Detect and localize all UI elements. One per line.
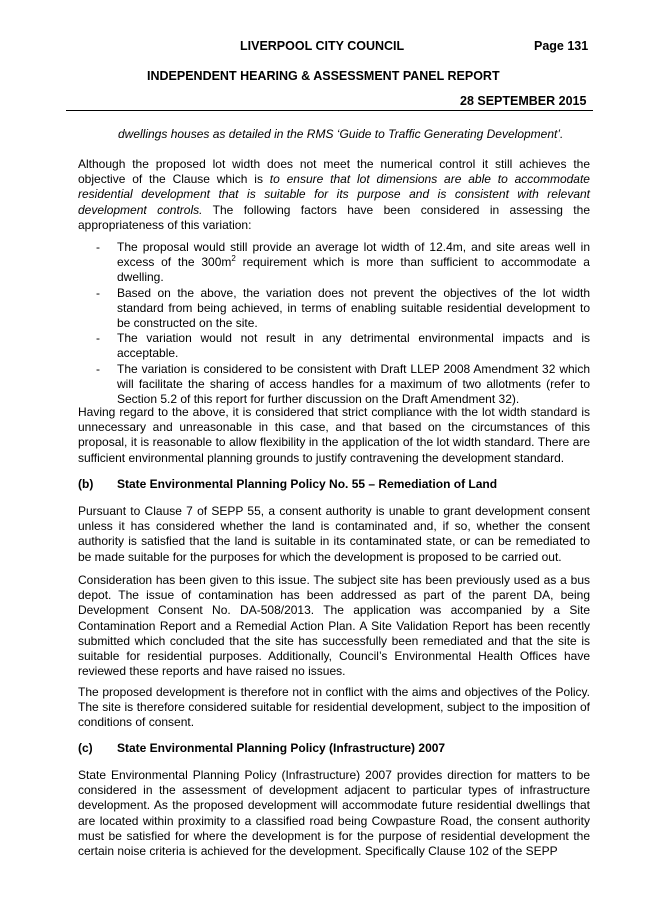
section-heading-c bbox=[78, 741, 590, 756]
section-heading-b bbox=[78, 477, 590, 492]
bullet-dash: - bbox=[96, 240, 100, 254]
header-council: LIVERPOOL CITY COUNCIL bbox=[240, 39, 405, 53]
para1-tail: The following factors have been considered in assessing the appropriateness of this variation: bbox=[78, 202, 590, 232]
list-item bbox=[78, 286, 590, 332]
section-b-label: (b) bbox=[78, 477, 94, 491]
section-c-title: State Environmental Planning Policy (Infrastructure) 2007 bbox=[117, 741, 446, 755]
section-c-label: (c) bbox=[78, 741, 93, 755]
variation-factors-list bbox=[78, 240, 590, 407]
paragraph-contamination: Consideration has been given to this issue. The subject site has been previously used as a bus depot. The issue of contamination has been addressed as part of the parent DA, being Development Consent No. DA-508/2013. The application was accompanied by a Site Contamination Report and a Remedial Action Plan. A Site Validation Report has been recently submitted which concluded that the site has successfully been remediated and that the site is suitable for residential purposes. Additionally, Council’s Environmental Health Offices have reviewed these reports and have raised no issues. bbox=[78, 573, 590, 679]
header-date: 28 SEPTEMBER 2015 bbox=[460, 94, 587, 108]
intro-quote bbox=[118, 127, 590, 142]
bullet-1-tail: requirement which is more than sufficient to accommodate a dwelling. bbox=[117, 255, 590, 285]
bullet-3-text: The variation would not result in any detrimental environmental impacts and is acceptable. bbox=[117, 331, 590, 361]
header-page-number: Page 131 bbox=[534, 39, 589, 53]
bullet-4-text: The variation is considered to be consistent with Draft LLEP 2008 Amendment 32 which will facilitate the sharing of access handles for a maximum of two allotments (refer to Section 5.2 of this report for further discussion on the Draft Amendment 32). bbox=[117, 361, 590, 407]
bullet-2-text: Based on the above, the variation does not prevent the objectives of the lot width standard from being achieved, in terms of enabling suitable residential development to be constructed on the site. bbox=[117, 285, 590, 331]
intro-quote-text: dwellings houses as detailed in the RMS ‘Guide to Traffic Generating Development’. bbox=[118, 127, 564, 141]
paragraph-lot-width bbox=[78, 157, 590, 233]
paragraph-infrastructure: State Environmental Planning Policy (Infrastructure) 2007 provides direction for matters to be considered in the assessment of development adjacent to particular types of infrastructure development. As the proposed development will accommodate future residential dwellings that are located within proximity to a classified road being Cowpasture Road, the consent authority must be satisfied for where the development is for the purpose of residential development the certain noise criteria is achieved for the development. Specifically Clause 102 of the SEPP bbox=[78, 768, 590, 859]
paragraph-compliance: Having regard to the above, it is considered that strict compliance with the lot width standard is unnecessary and unreasonable in this case, and that based on the circumstances of this proposal, it is reasonable to allow flexibility in the application of the lot width standard. There are sufficient environmental planning grounds to justify contravening the development standard. bbox=[78, 405, 590, 465]
header-rule bbox=[66, 110, 593, 111]
para1-objective: to ensure that lot dimensions are able to accommodate residential development that is suitable for its purpose and is consistent with relevant development controls. bbox=[78, 172, 590, 217]
list-item bbox=[78, 240, 590, 286]
bullet-dash: - bbox=[96, 331, 100, 346]
bullet-1-text: The proposal would still provide an average lot width of 12.4m, and site areas well in excess of the 300m bbox=[117, 240, 590, 270]
bullet-1-superscript: 2 bbox=[231, 254, 236, 264]
bullet-dash: - bbox=[96, 285, 100, 300]
bullet-dash: - bbox=[96, 361, 100, 376]
paragraph-conclusion: The proposed development is therefore not in conflict with the aims and objectives of the Policy. The site is therefore considered suitable for residential development, subject to the imposition of conditions of consent. bbox=[78, 685, 590, 730]
header-report-title: INDEPENDENT HEARING & ASSESSMENT PANEL REPORT bbox=[147, 69, 500, 83]
para1-lead: Although the proposed lot width does not meet the numerical control it still achieves the objective of the Clause which is bbox=[78, 157, 590, 187]
section-b-title: State Environmental Planning Policy No. 55 – Remediation of Land bbox=[117, 477, 498, 491]
paragraph-sepp55: Pursuant to Clause 7 of SEPP 55, a consent authority is unable to grant development consent unless it has considered whether the land is contaminated and, if so, whether the consent authority is satisfied that the land is suitable in its contaminated state, or can be remediated to be made suitable for the purposes for which the development is proposed to be carried out. bbox=[78, 504, 590, 564]
list-item bbox=[78, 362, 590, 408]
list-item bbox=[78, 331, 590, 361]
